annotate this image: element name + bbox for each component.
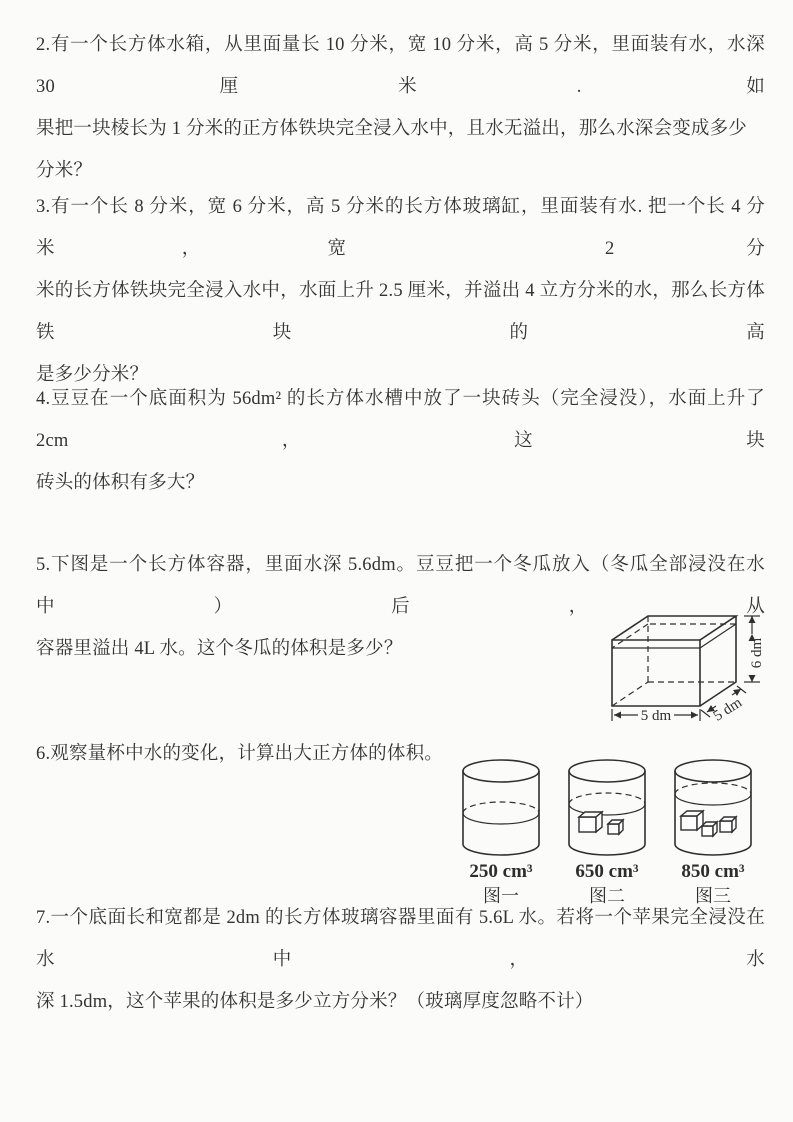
problem-7-line-2: 深 1.5dm，这个苹果的体积是多少立方分米？（玻璃厚度忽略不计） [36, 992, 594, 1012]
problem-2-line-2: 果把一块棱长为 1 分米的正方体铁块完全浸入水中，且水无溢出，那么水深会变成多少分米？ [36, 119, 748, 181]
water-level-back-dashed [569, 793, 645, 804]
depth-dimension-label: 5 dm [710, 694, 745, 725]
large-cube-icon [681, 811, 703, 830]
problem-3-line-3: 是多少分米？ [36, 365, 149, 385]
height-dimension-label: 6 dm [749, 637, 765, 669]
small-cube-icon [720, 817, 736, 832]
problem-4 [36, 378, 765, 504]
measuring-cup-figure-1 [452, 758, 550, 908]
cup-3-volume-label: 850 cm³ [681, 861, 745, 882]
cuboid-container-diagram [598, 598, 793, 726]
water-level-back-dashed [675, 783, 751, 794]
measuring-cup-3-icon [671, 758, 755, 858]
measuring-cup-figure-2 [558, 758, 656, 908]
problem-4-line-1: 4.豆豆在一个底面积为 56dm² 的长方体水槽中放了一块砖头（完全浸没），水面上升了 2cm，这块 [36, 389, 765, 451]
problem-3-line-1: 3.有一个长 8 分米，宽 6 分米，高 5 分米的长方体玻璃缸，里面装有水. 把一个长 4 分米，宽 2 分 [36, 197, 765, 259]
depth-dimension [701, 686, 746, 725]
problem-5-line-1: 5.下图是一个长方体容器，里面水深 5.6dm。豆豆把一个冬瓜放入（冬瓜全部浸没在水中）后，从 [36, 555, 765, 617]
small-cube-icon [608, 820, 623, 834]
cup-3-caption: 图三 [695, 886, 731, 906]
cuboid-diagram-svg [598, 598, 793, 726]
problem-2-line-1: 2.有一个长方体水箱，从里面量长 10 分米，宽 10 分米，高 5 分米，里面装有水，水深 30 厘米. 如 [36, 35, 765, 97]
height-dimension [744, 616, 765, 682]
width-dimension [612, 708, 700, 724]
measuring-cup-figure-3 [664, 758, 762, 908]
water-level-back-dashed [463, 802, 539, 813]
water-level-front [675, 794, 751, 805]
hidden-edges [612, 616, 736, 706]
box-edges [612, 616, 736, 706]
water-level-front [569, 804, 645, 815]
problem-5-line-2: 容器里溢出 4L 水。这个冬瓜的体积是多少？ [36, 639, 403, 659]
problem-6-line-1: 6.观察量杯中水的变化，计算出大正方体的体积。 [36, 744, 443, 764]
problem-7 [36, 897, 765, 1023]
problem-3-line-2: 米的长方体铁块完全浸入水中，水面上升 2.5 厘米，并溢出 4 立方分米的水，那么长方体铁块的高 [36, 281, 765, 343]
water-level-front [463, 813, 539, 824]
width-dimension-label: 5 dm [640, 708, 672, 724]
measuring-cup-2-icon [565, 758, 649, 858]
small-cube-icon [702, 822, 717, 836]
problem-4-line-2: 砖头的体积有多大？ [36, 473, 205, 493]
cup-2-volume-label: 650 cm³ [575, 861, 639, 882]
cup-1-volume-label: 250 cm³ [469, 861, 533, 882]
cup-1-caption: 图一 [483, 886, 519, 906]
problem-3 [36, 186, 765, 396]
measuring-cup-1-icon [459, 758, 543, 858]
large-cube-icon [579, 812, 602, 832]
problem-7-line-1: 7.一个底面长和宽都是 2dm 的长方体玻璃容器里面有 5.6L 水。若将一个苹果完全浸没在水中，水 [36, 908, 765, 970]
problem-2 [36, 24, 765, 192]
measuring-cups-figure [452, 758, 762, 908]
cup-2-caption: 图二 [589, 886, 625, 906]
